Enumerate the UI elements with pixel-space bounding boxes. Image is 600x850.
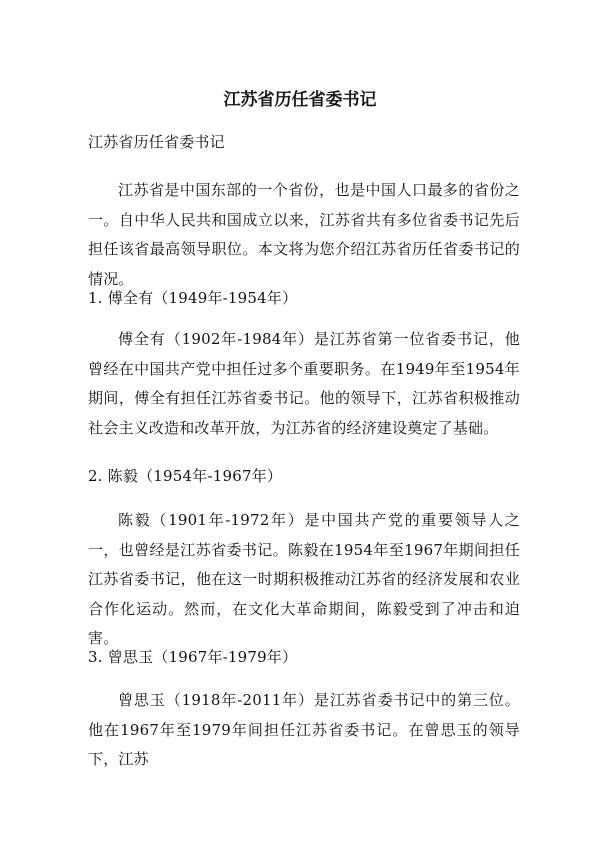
- intro-paragraph: 江苏省是中国东部的一个省份，也是中国人口最多的省份之一。自中华人民共和国成立以来，江苏省共有多位省委书记先后担任该省最高领导职位。本文将为您介绍江苏省历任省委书记的情况。: [88, 181, 520, 288]
- section-heading-2: 2. 陈毅（1954年-1967年）: [88, 467, 283, 485]
- document-title: 江苏省历任省委书记: [223, 90, 377, 110]
- section-body-1: 傅全有（1902年-1984年）是江苏省第一位省委书记，他曾经在中国共产党中担任过多个重要职务。在1949年至1954年期间，傅全有担任江苏省委书记。他的领导下，江苏省积极推动社会主义改造和改革开放，为江苏省的经济建设奠定了基础。: [88, 330, 520, 437]
- document-subtitle: 江苏省历任省委书记: [88, 133, 225, 151]
- section-body-2: 陈毅（1901年-1972年）是中国共产党的重要领导人之一，也曾经是江苏省委书记。陈毅在1954年至1967年期间担任江苏省委书记，他在这一时期积极推动江苏省的经济发展和农业合作化运动。然而，在文化大革命期间，陈毅受到了冲击和迫害。: [88, 511, 520, 647]
- section-heading-3: 3. 曾思玉（1967年-1979年）: [88, 648, 298, 666]
- section-heading-1: 1. 傅全有（1949年-1954年）: [88, 289, 298, 307]
- section-body-3: 曾思玉（1918年-2011年）是江苏省委书记中的第三位。他在1967年至1979年间担任江苏省委书记。在曾思玉的领导下，江苏: [88, 691, 520, 768]
